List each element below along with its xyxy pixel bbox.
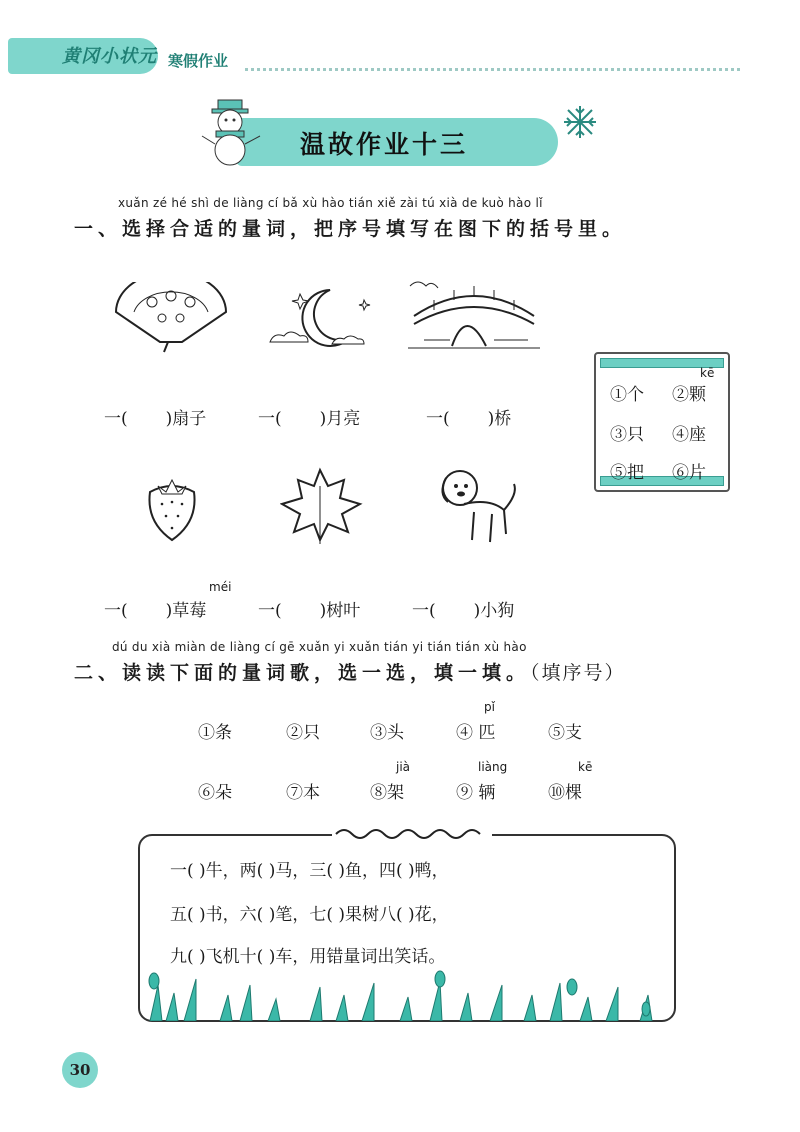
q1-blank-strawberry[interactable]: [104, 596, 206, 621]
word-10: ⑩棵: [548, 783, 582, 803]
moon-picture: [266, 282, 378, 354]
q2-note: （填序号）: [530, 662, 626, 684]
dog-blank-prefix: 一(: [412, 601, 436, 621]
q1-text: 一、选择合适的量词，把序号填写在图下的括号里。: [74, 218, 627, 240]
pinyin-pi: pǐ: [484, 700, 495, 714]
q1-blank-dog[interactable]: [412, 596, 514, 621]
options-pinyin-ke: kē: [700, 366, 715, 380]
bridge-picture: [404, 276, 544, 356]
moon-blank-prefix: 一(: [258, 409, 282, 429]
q2-instruction: 二、读读下面的量词歌，选一选，填一填。: [74, 662, 531, 684]
option-4: ④座: [672, 425, 706, 445]
word-4: ④ 匹: [456, 723, 496, 743]
moon-blank-suffix: )月亮: [319, 409, 361, 429]
option-1: ①个: [610, 385, 644, 405]
q1-blank-leaf[interactable]: [258, 596, 360, 621]
word-2: ②只: [286, 723, 320, 743]
pinyin-ke: kē: [578, 760, 593, 774]
grass-decoration: [140, 965, 674, 1021]
song-line-1[interactable]: 一( )牛，两( )马，三( )鱼，四( )鸭，: [170, 861, 449, 881]
wave-decoration: [332, 826, 492, 842]
word-7: ⑦本: [286, 783, 320, 803]
word-6: ⑥朵: [198, 783, 232, 803]
fan-blank-suffix: )扇子: [165, 409, 207, 429]
bridge-blank-suffix: )桥: [487, 409, 512, 429]
fan-picture: [112, 282, 230, 354]
option-6: ⑥片: [672, 463, 706, 483]
header-divider: [245, 68, 740, 71]
snowman-icon: [200, 96, 264, 166]
option-5: ⑤把: [610, 463, 644, 483]
q2-pinyin: dú du xià miàn de liàng cí gē xuǎn yi xuǎn tián yi tián tián xù hào: [112, 640, 527, 654]
word-9: ⑨ 辆: [456, 783, 496, 803]
pinyin-liang: liàng: [478, 760, 508, 774]
brand-logo: 黄冈小状元: [62, 46, 157, 67]
option-3: ③只: [610, 425, 644, 445]
q1-blank-moon[interactable]: [258, 404, 360, 429]
strawberry-picture: [140, 470, 204, 544]
pinyin-jia: jià: [396, 760, 411, 774]
mei-pinyin: méi: [209, 580, 232, 594]
song-line-2[interactable]: 五( )书，六( )笔，七( )果树八( )花，: [170, 905, 449, 925]
page-title: 温故作业十三: [300, 130, 469, 159]
song-line-3[interactable]: 九( )飞机十( )车，用错量词出笑话。: [170, 947, 446, 967]
bridge-blank-prefix: 一(: [426, 409, 450, 429]
q2-text: [74, 658, 626, 685]
header-subtitle: 寒假作业: [168, 52, 229, 70]
q1-blank-fan[interactable]: [104, 404, 206, 429]
word-1: ①条: [198, 723, 232, 743]
option-2: ②颗: [672, 385, 706, 405]
snowflake-icon: [562, 104, 598, 140]
word-8: ⑧架: [370, 783, 404, 803]
dog-blank-suffix: )小狗: [473, 601, 515, 621]
leaf-picture: [280, 466, 364, 546]
q1-pinyin: xuǎn zé hé shì de liàng cí bǎ xù hào tián xiě zài tú xià de kuò hào lǐ: [118, 196, 543, 210]
word-5: ⑤支: [548, 723, 582, 743]
leaf-blank-prefix: 一(: [258, 601, 282, 621]
leaf-blank-suffix: )树叶: [319, 601, 361, 621]
dog-picture: [434, 464, 524, 550]
page-number: 30: [62, 1052, 98, 1088]
fan-blank-prefix: 一(: [104, 409, 128, 429]
strawberry-blank-prefix: 一(: [104, 601, 128, 621]
q1-blank-bridge[interactable]: [426, 404, 511, 429]
strawberry-blank-suffix: )草莓: [165, 601, 207, 621]
word-3: ③头: [370, 723, 404, 743]
